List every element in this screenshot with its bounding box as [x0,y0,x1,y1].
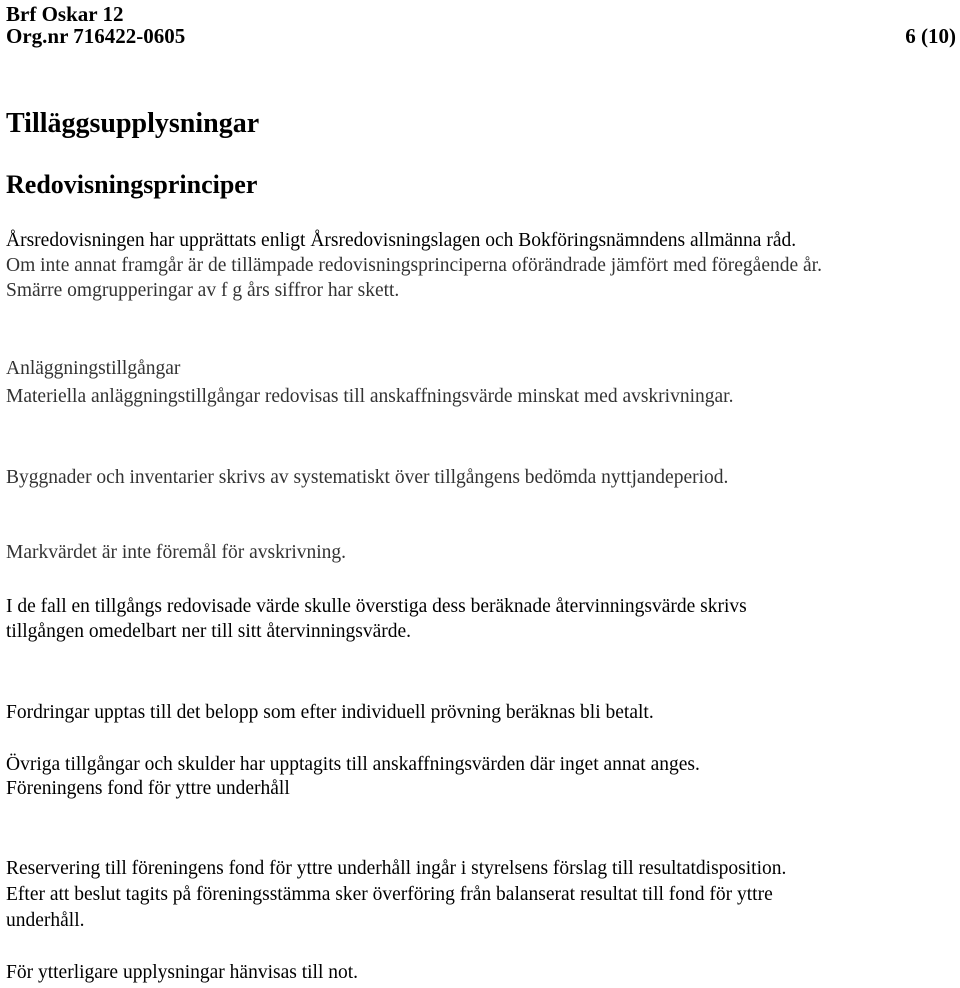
fund-line-1: Reservering till föreningens fond för yttre underhåll ingår i styrelsens förslag till resultatdisposition. [6,858,787,879]
receivables-text: Fordringar upptas till det belopp som efter individuell prövning beräknas bli betalt. [6,702,654,723]
fixed-assets-text: Materiella anläggningstillgångar redovisas till anskaffningsvärde minskat med avskrivningar. [6,386,734,407]
buildings-text: Byggnader och inventarier skrivs av systematiskt över tillgångens bedömda nyttjandeperiod. [6,467,729,488]
principles-line-1: Årsredovisningen har upprättats enligt Årsredovisningslagen och Bokföringsnämndens allmänna råd. [6,230,797,251]
fund-heading: Föreningens fond för yttre underhåll [6,778,290,799]
fund-line-2: Efter att beslut tagits på föreningsstämma sker överföring från balanserat resultat till fond för yttre [6,884,773,905]
impairment-line-1: I de fall en tillgångs redovisade värde skulle överstiga dess beräknade återvinningsvärde skrivs [6,596,747,617]
other-assets-text: Övriga tillgångar och skulder har upptagits till anskaffningsvärden där inget annat anges. [6,754,700,775]
page-title: Tilläggsupplysningar [6,108,260,139]
land-text: Markvärdet är inte föremål för avskrivning. [6,542,347,563]
fund-line-3: underhåll. [6,910,85,931]
principles-line-2: Om inte annat framgår är de tillämpade redovisningsprinciperna oförändrade jämfört med föregående år. [6,255,822,276]
org-name: Brf Oskar 12 [6,2,124,26]
more-info-text: För ytterligare upplysningar hänvisas till not. [6,962,359,983]
page-number: 6 (10) [905,24,956,48]
section-title: Redovisningsprinciper [6,170,258,199]
org-number: Org.nr 716422-0605 [6,24,186,48]
principles-line-3: Smärre omgrupperingar av f g års siffror har skett. [6,280,400,301]
impairment-line-2: tillgången omedelbart ner till sitt återvinningsvärde. [6,621,412,642]
fixed-assets-heading: Anläggningstillgångar [6,358,181,379]
